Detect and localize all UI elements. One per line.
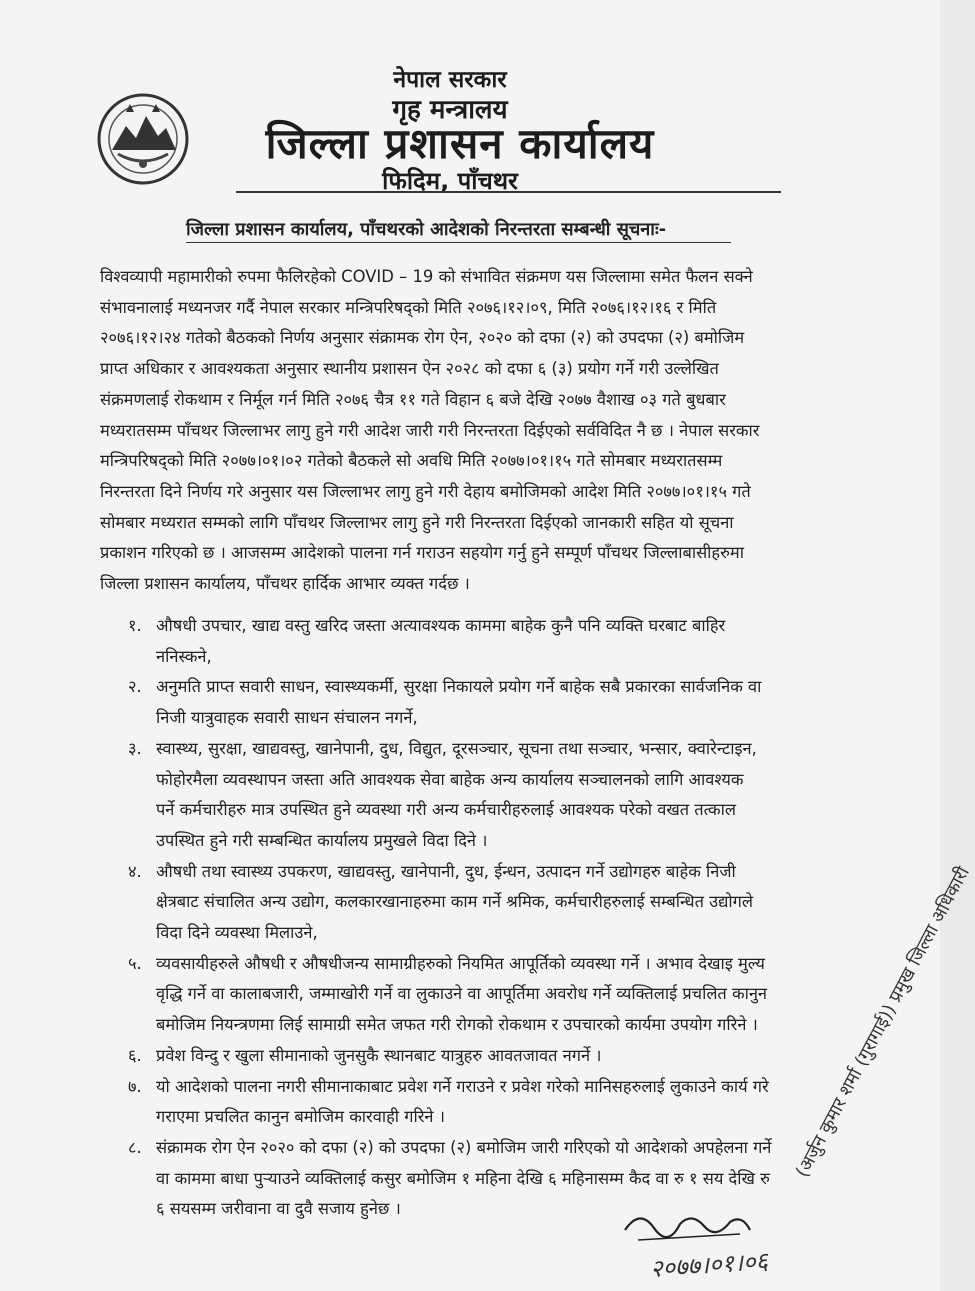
body-line: जिल्ला प्रशासन कार्यालय, पाँचथर हार्दिक आभार व्यक्त गर्दछ । [100,574,470,594]
order-line: यो आदेशको पालना नगरी सीमानाकाबाट प्रवेश गर्ने गराउने र प्रवेश गरेको मानिसहरुलाई लुकाउने कार्य गरे [156,1076,769,1096]
nepal-emblem-icon [96,92,190,186]
order-number: ३. [128,738,142,758]
body-line: प्रकाशन गरिएको छ । आजसम्म आदेशको पालना गर्न गराउन सहयोग गर्नु हुने सम्पूर्ण पाँचथर जिल्लाबासीहरुमा [100,543,744,563]
body-line: संभावनालाई मध्यनजर गर्दै नेपाल सरकार मन्त्रिपरिषद्को मिति २०७६।१२।०९, मिति २०७६।१२।१६ र मिति [100,297,717,317]
order-line: अनुमति प्राप्त सवारी साधन, स्वास्थ्यकर्मी, सुरक्षा निकायले प्रयोग गर्ने बाहेक सबै प्रकारका सार्वजनिक वा [156,677,762,697]
header-rule [236,191,781,193]
order-number: ८. [128,1137,142,1157]
government-name: नेपाल सरकार [393,67,507,93]
officer-name: (अर्जुन कुमार शर्मा (गुरागाई)) [791,1001,901,1181]
order-line: बमोजिम नियन्त्रणमा लिई सामाग्री समेत जफत गरी रोगको रोकथाम र उपचारको कार्यमा उपयोग गरिने । [156,1015,758,1035]
order-number: ५. [128,953,142,973]
body-line: मन्त्रिपरिषद्को मिति २०७७।०१।०२ गतेको बैठकले सो अवधि मिति २०७७।०१।१५ गते सोमबार मध्यरातसम्म [100,451,723,471]
body-line: संक्रमणलाई रोकथाम र निर्मूल गर्न मिति २०७६ चैत्र ११ गते विहान ६ बजे देखि २०७७ वैशाख ०३ गते बुधबार [100,389,726,409]
body-line: निरन्तरता दिने निर्णय गरे अनुसार यस जिल्लाभर लागु हुने गरी देहाय बमोजिमको आदेश मिति २०७७।०१।१५ गते [100,481,751,501]
body-line: मध्यरातसम्म पाँचथर जिल्लाभर लागु हुने गरी आदेश जारी गरी निरन्तरता दिईएको सर्वविदित नै छ । नेपाल सरकार [100,420,760,440]
order-line: औषधी तथा स्वास्थ्य उपकरण, खाद्यवस्तु, खानेपानी, दुध, ईन्धन, उत्पादन गर्ने उद्योगहरु बाहेक निजी [156,861,736,881]
officer-title: प्रमुख जिल्ला अधिकारी [884,863,974,1006]
order-line: ६ सयसम्म जरीवाना वा दुवै सजाय हुनेछ । [156,1199,401,1219]
order-number: ७. [128,1076,142,1096]
order-item [110,734,840,857]
order-item [110,857,840,949]
subject-underline [186,242,731,243]
order-line: पर्ने कर्मचारीहरु मात्र उपस्थित हुने व्यवस्था गरी अन्य कर्मचारीहरुलाई आवश्यक परेको वखत तत्काल [156,800,737,820]
notice-body [100,262,838,600]
order-line: वृद्धि गर्ने वा कालाबजारी, जम्माखोरी गर्ने वा लुकाउने वा आपूर्तिमा अवरोध गर्ने व्यक्तिलाई प्रचलित कानुन [156,984,768,1004]
order-line: ननिस्कने, [156,646,212,666]
order-number: ६. [128,1045,142,1065]
order-number: २. [128,677,142,697]
order-number: १. [128,616,142,635]
signature-date: २०७७।०१।०६ [649,1246,769,1284]
order-item [110,949,840,1041]
office-name: जिल्ला प्रशासन कार्यालय [265,119,655,168]
order-line: विदा दिने व्यवस्था मिलाउने, [156,923,318,943]
body-line: २०७६।१२।२४ गतेको बैठकको निर्णय अनुसार संक्रामक रोग ऐन, २०२० को दफा (२) को उपदफा (२) बमोजिम [100,328,745,348]
order-item [110,672,840,733]
order-line: स्वास्थ्य, सुरक्षा, खाद्यवस्तु, खानेपानी, दुध, विद्युत, दूरसञ्चार, सूचना तथा सञ्चार, भन्सार, क्वारेन्टाइन, [156,738,757,758]
order-line: उपस्थित हुने गरी सम्बन्धित कार्यालय प्रमुखले विदा दिने । [156,830,488,850]
order-line: व्यवसायीहरुले औषधी र औषधीजन्य सामाग्रीहरुको नियमित आपूर्तिको व्यवस्था गर्ने । अभाव देखाइ मुल्य [156,953,765,973]
order-item [110,1041,840,1072]
order-line: फोहोरमैला व्यवस्थापन जस्ता अति आवश्यक सेवा बाहेक अन्य कार्यालय सञ्चालनको लागि आवश्यक [156,769,744,789]
order-line: प्रवेश विन्दु र खुला सीमानाको जुनसुकै स्थानबाट यात्रुहरु आवतजावत नगर्ने । [156,1045,602,1065]
office-location: फिदिम, पाँचथर [382,167,518,195]
order-line: वा काममा बाधा पुर्‍याउने व्यक्तिलाई कसुर बमोजिम १ महिना देखि ६ महिनासम्म कैद वा रु १ सय देखि रु [156,1168,770,1188]
order-line: क्षेत्रबाट संचालित अन्य उद्योग, कलकारखानाहरुमा काम गर्ने श्रमिक, कर्मचारीहरुलाई सम्बन्धित उद्योगले [156,892,754,912]
order-line: निजी यात्रुवाहक सवारी साधन संचालन नगर्ने, [156,708,418,728]
order-item [110,1072,840,1133]
order-line: औषधी उपचार, खाद्य वस्तु खरिद जस्ता अत्यावश्यक काममा बाहेक कुनै पनि व्यक्ति घरबाट बाहिर [156,616,726,635]
notice-subject: जिल्ला प्रशासन कार्यालय, पाँचथरको आदेशको निरन्तरता सम्बन्धी सूचनाः- [186,219,667,240]
body-line: प्राप्त अधिकार र आवश्यकता अनुसार स्थानीय प्रशासन ऐन २०२८ को दफा ६ (३) प्रयोग गर्ने गरी उल्लेखित [100,359,719,379]
order-line: गराएमा प्रचलित कानुन बमोजिम कारवाही गरिने । [156,1107,445,1127]
body-line: विश्वव्यापी महामारीको रुपमा फैलिरहेको COVID – 19 को संभावित संक्रमण यस जिल्लामा समेत फैलन सक्ने [100,267,753,286]
ministry-name: गृह मन्त्रालय [392,95,508,125]
order-line: संक्रामक रोग ऐन २०२० को दफा (२) को उपदफा (२) बमोजिम जारी गरिएको यो आदेशको अपहेलना गर्ने [156,1137,772,1157]
body-line: सोमबार मध्यरात सम्मको लागि पाँचथर जिल्लाभर लागु हुने गरी निरन्तरता दिईएको जानकारी सहित यो सूचना [100,512,734,532]
order-item [110,611,840,672]
order-list [110,611,840,1225]
order-number: ४. [128,861,142,881]
